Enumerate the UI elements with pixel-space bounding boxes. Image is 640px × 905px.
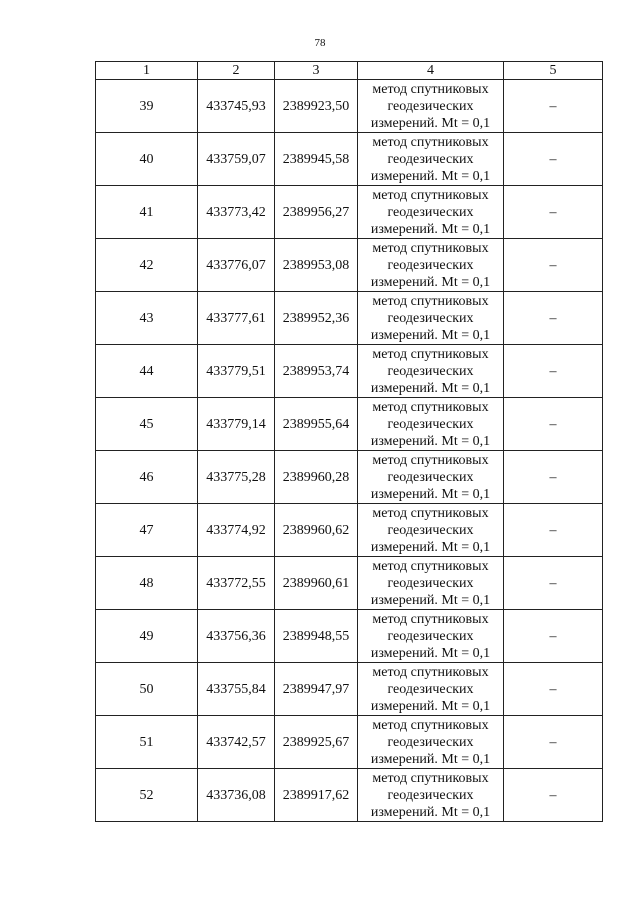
method-text-line: геодезических — [387, 522, 474, 538]
method-text-line: измерений. Mt = 0,1 — [370, 433, 491, 449]
x-coordinate-cell: 433772,55 — [198, 557, 275, 610]
table-row — [96, 504, 603, 557]
method-cell — [358, 769, 504, 822]
method-text-line: метод спутниковых — [372, 346, 489, 362]
y-coordinate-cell: 2389952,36 — [275, 292, 358, 345]
method-text-line: геодезических — [387, 734, 474, 750]
point-number-cell: 50 — [96, 663, 198, 716]
y-coordinate-cell: 2389923,50 — [275, 80, 358, 133]
method-text-line: измерений. Mt = 0,1 — [370, 274, 491, 290]
point-number-cell: 51 — [96, 716, 198, 769]
method-text-line: геодезических — [387, 310, 474, 326]
note-cell: – — [504, 504, 603, 557]
point-number-cell: 40 — [96, 133, 198, 186]
method-text-line: геодезических — [387, 204, 474, 220]
note-cell: – — [504, 398, 603, 451]
method-text-line: метод спутниковых — [372, 505, 489, 521]
point-number-cell: 46 — [96, 451, 198, 504]
method-text-line: измерений. Mt = 0,1 — [370, 221, 491, 237]
table-row — [96, 769, 603, 822]
point-number-cell: 39 — [96, 80, 198, 133]
method-text-line: измерений. Mt = 0,1 — [370, 539, 491, 555]
note-cell: – — [504, 345, 603, 398]
method-text-line: измерений. Mt = 0,1 — [370, 804, 491, 820]
note-cell: – — [504, 239, 603, 292]
method-cell — [358, 398, 504, 451]
method-text-line: метод спутниковых — [372, 611, 489, 627]
method-text-line: метод спутниковых — [372, 134, 489, 150]
x-coordinate-cell: 433775,28 — [198, 451, 275, 504]
x-coordinate-cell: 433779,51 — [198, 345, 275, 398]
note-cell: – — [504, 133, 603, 186]
method-cell — [358, 133, 504, 186]
table-row — [96, 186, 603, 239]
table-header — [96, 62, 603, 80]
note-cell: – — [504, 80, 603, 133]
column-header-2: 2 — [198, 62, 275, 80]
method-text-line: измерений. Mt = 0,1 — [370, 645, 491, 661]
x-coordinate-cell: 433779,14 — [198, 398, 275, 451]
y-coordinate-cell: 2389960,62 — [275, 504, 358, 557]
y-coordinate-cell: 2389925,67 — [275, 716, 358, 769]
point-number-cell: 45 — [96, 398, 198, 451]
x-coordinate-cell: 433736,08 — [198, 769, 275, 822]
note-cell: – — [504, 292, 603, 345]
method-cell — [358, 345, 504, 398]
table-row — [96, 398, 603, 451]
method-text-line: метод спутниковых — [372, 187, 489, 203]
point-number-cell: 43 — [96, 292, 198, 345]
method-cell — [358, 716, 504, 769]
y-coordinate-cell: 2389953,74 — [275, 345, 358, 398]
column-header-1: 1 — [96, 62, 198, 80]
method-text-line: измерений. Mt = 0,1 — [370, 486, 491, 502]
method-text-line: геодезических — [387, 98, 474, 114]
x-coordinate-cell: 433777,61 — [198, 292, 275, 345]
point-number-cell: 42 — [96, 239, 198, 292]
point-number-cell: 44 — [96, 345, 198, 398]
note-cell: – — [504, 451, 603, 504]
method-cell — [358, 292, 504, 345]
method-text-line: геодезических — [387, 257, 474, 273]
point-number-cell: 47 — [96, 504, 198, 557]
method-text-line: метод спутниковых — [372, 293, 489, 309]
table-row — [96, 133, 603, 186]
x-coordinate-cell: 433759,07 — [198, 133, 275, 186]
table-row — [96, 345, 603, 398]
x-coordinate-cell: 433745,93 — [198, 80, 275, 133]
method-text-line: измерений. Mt = 0,1 — [370, 327, 491, 343]
note-cell: – — [504, 557, 603, 610]
method-text-line: метод спутниковых — [372, 399, 489, 415]
method-cell — [358, 557, 504, 610]
table-row — [96, 716, 603, 769]
point-number-cell: 41 — [96, 186, 198, 239]
note-cell: – — [504, 663, 603, 716]
method-text-line: геодезических — [387, 787, 474, 803]
x-coordinate-cell: 433755,84 — [198, 663, 275, 716]
method-text-line: метод спутниковых — [372, 452, 489, 468]
y-coordinate-cell: 2389955,64 — [275, 398, 358, 451]
method-text-line: измерений. Mt = 0,1 — [370, 698, 491, 714]
point-number-cell: 48 — [96, 557, 198, 610]
x-coordinate-cell: 433756,36 — [198, 610, 275, 663]
method-cell — [358, 663, 504, 716]
method-cell — [358, 239, 504, 292]
table-body — [96, 80, 603, 822]
table-row — [96, 451, 603, 504]
method-cell — [358, 504, 504, 557]
y-coordinate-cell: 2389953,08 — [275, 239, 358, 292]
table-row — [96, 557, 603, 610]
coordinates-table — [95, 61, 603, 822]
method-text-line: метод спутниковых — [372, 664, 489, 680]
method-text-line: метод спутниковых — [372, 770, 489, 786]
header-row — [96, 62, 603, 80]
method-text-line: геодезических — [387, 363, 474, 379]
method-text-line: измерений. Mt = 0,1 — [370, 751, 491, 767]
method-text-line: геодезических — [387, 681, 474, 697]
x-coordinate-cell: 433773,42 — [198, 186, 275, 239]
table-row — [96, 292, 603, 345]
y-coordinate-cell: 2389960,28 — [275, 451, 358, 504]
method-cell — [358, 80, 504, 133]
table-row — [96, 610, 603, 663]
point-number-cell: 49 — [96, 610, 198, 663]
method-text-line: измерений. Mt = 0,1 — [370, 115, 491, 131]
method-cell — [358, 610, 504, 663]
method-cell — [358, 186, 504, 239]
table-row — [96, 80, 603, 133]
note-cell: – — [504, 186, 603, 239]
column-header-4: 4 — [358, 62, 504, 80]
note-cell: – — [504, 769, 603, 822]
y-coordinate-cell: 2389956,27 — [275, 186, 358, 239]
note-cell: – — [504, 716, 603, 769]
page-number: 78 — [314, 37, 326, 49]
table-row — [96, 663, 603, 716]
y-coordinate-cell: 2389945,58 — [275, 133, 358, 186]
y-coordinate-cell: 2389947,97 — [275, 663, 358, 716]
point-number-cell: 52 — [96, 769, 198, 822]
method-text-line: геодезических — [387, 628, 474, 644]
method-cell — [358, 451, 504, 504]
method-text-line: геодезических — [387, 469, 474, 485]
method-text-line: метод спутниковых — [372, 717, 489, 733]
method-text-line: метод спутниковых — [372, 558, 489, 574]
method-text-line: геодезических — [387, 575, 474, 591]
method-text-line: измерений. Mt = 0,1 — [370, 380, 491, 396]
method-text-line: измерений. Mt = 0,1 — [370, 168, 491, 184]
method-text-line: измерений. Mt = 0,1 — [370, 592, 491, 608]
method-text-line: метод спутниковых — [372, 81, 489, 97]
y-coordinate-cell: 2389960,61 — [275, 557, 358, 610]
y-coordinate-cell: 2389917,62 — [275, 769, 358, 822]
x-coordinate-cell: 433774,92 — [198, 504, 275, 557]
method-text-line: метод спутниковых — [372, 240, 489, 256]
column-header-5: 5 — [504, 62, 603, 80]
note-cell: – — [504, 610, 603, 663]
table-row — [96, 239, 603, 292]
method-text-line: геодезических — [387, 151, 474, 167]
column-header-3: 3 — [275, 62, 358, 80]
x-coordinate-cell: 433776,07 — [198, 239, 275, 292]
x-coordinate-cell: 433742,57 — [198, 716, 275, 769]
y-coordinate-cell: 2389948,55 — [275, 610, 358, 663]
method-text-line: геодезических — [387, 416, 474, 432]
